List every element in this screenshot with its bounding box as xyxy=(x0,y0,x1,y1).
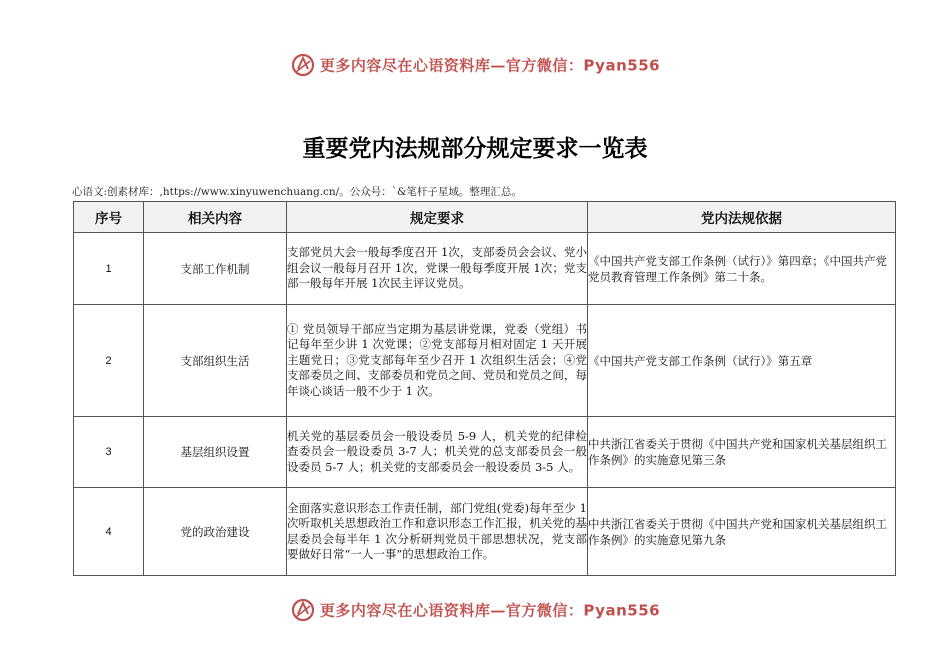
table-row xyxy=(74,305,896,417)
row-basis: 《中国共产党支部工作条例（试行）》第五章 xyxy=(588,305,896,417)
table-row xyxy=(74,488,896,576)
watermark-header xyxy=(0,52,950,78)
page-title: 重要党内法规部分规定要求一览表 xyxy=(302,136,648,162)
row-requirement: ① 党员领导干部应当定期为基层讲党课，党委（党组）书记每年至少讲 1 次党课；②党支部每月相对固定 1 天开展主题党日；③党支部每年至少召开 1 次组织生活会；④党支部委员之间、支部委员和党员之间、党员和党员之间，每年谈心谈话一般不少于 1 次。 xyxy=(287,305,588,417)
header-num: 序号 xyxy=(74,202,144,233)
table-row xyxy=(74,417,896,488)
row-basis: 《中国共产党支部工作条例（试行）》第四章；《中国共产党党员教育管理工作条例》第二十条。 xyxy=(588,233,896,305)
row-basis: 中共浙江省委关于贯彻《中国共产党和国家机关基层组织工作条例》的实施意见第三条 xyxy=(588,417,896,488)
row-requirement: 全面落实意识形态工作责任制，部门党组(党委)每年至少 1 次听取机关思想政治工作和意识形态工作汇报，机关党的基层委员会每半年 1 次分析研判党员干部思想状况，党支部要做好日常“一人一事”的思想政治工作。 xyxy=(287,488,588,576)
seal-logo-icon xyxy=(290,597,316,623)
row-topic: 基层组织设置 xyxy=(144,417,287,488)
table-header-row xyxy=(74,202,896,233)
watermark-footer xyxy=(0,597,950,623)
seal-logo-icon xyxy=(290,52,316,78)
header-topic: 相关内容 xyxy=(144,202,287,233)
regulations-table xyxy=(73,201,896,576)
row-num: 2 xyxy=(74,305,144,417)
row-num: 3 xyxy=(74,417,144,488)
source-note: 心语文:创素材库：,https://www.xinyuwenchuang.cn/。公众号：`&笔杆子星域。整理汇总。 xyxy=(72,186,522,198)
row-topic: 支部工作机制 xyxy=(144,233,287,305)
watermark-text: 更多内容尽在心语资料库—官方微信：Pyan556 xyxy=(319,601,661,620)
header-requirement: 规定要求 xyxy=(287,202,588,233)
row-basis: 中共浙江省委关于贯彻《中国共产党和国家机关基层组织工作条例》的实施意见第九条 xyxy=(588,488,896,576)
header-basis: 党内法规依据 xyxy=(588,202,896,233)
row-num: 1 xyxy=(74,233,144,305)
watermark-text: 更多内容尽在心语资料库—官方微信：Pyan556 xyxy=(319,56,661,75)
row-topic: 党的政治建设 xyxy=(144,488,287,576)
row-requirement: 支部党员大会一般每季度召开 1次，支部委员会会议、党小组会议一般每月召开 1次，党课一般每季度开展 1次；党支部一般每年开展 1次民主评议党员。 xyxy=(287,233,588,305)
row-requirement: 机关党的基层委员会一般设委员 5-9 人，机关党的纪律检查委员会一般设委员 3-7 人；机关党的总支部委员会一般设委员 5-7 人；机关党的支部委员会一般设委员 3-5 人。 xyxy=(287,417,588,488)
row-topic: 支部组织生活 xyxy=(144,305,287,417)
row-num: 4 xyxy=(74,488,144,576)
table-row xyxy=(74,233,896,305)
